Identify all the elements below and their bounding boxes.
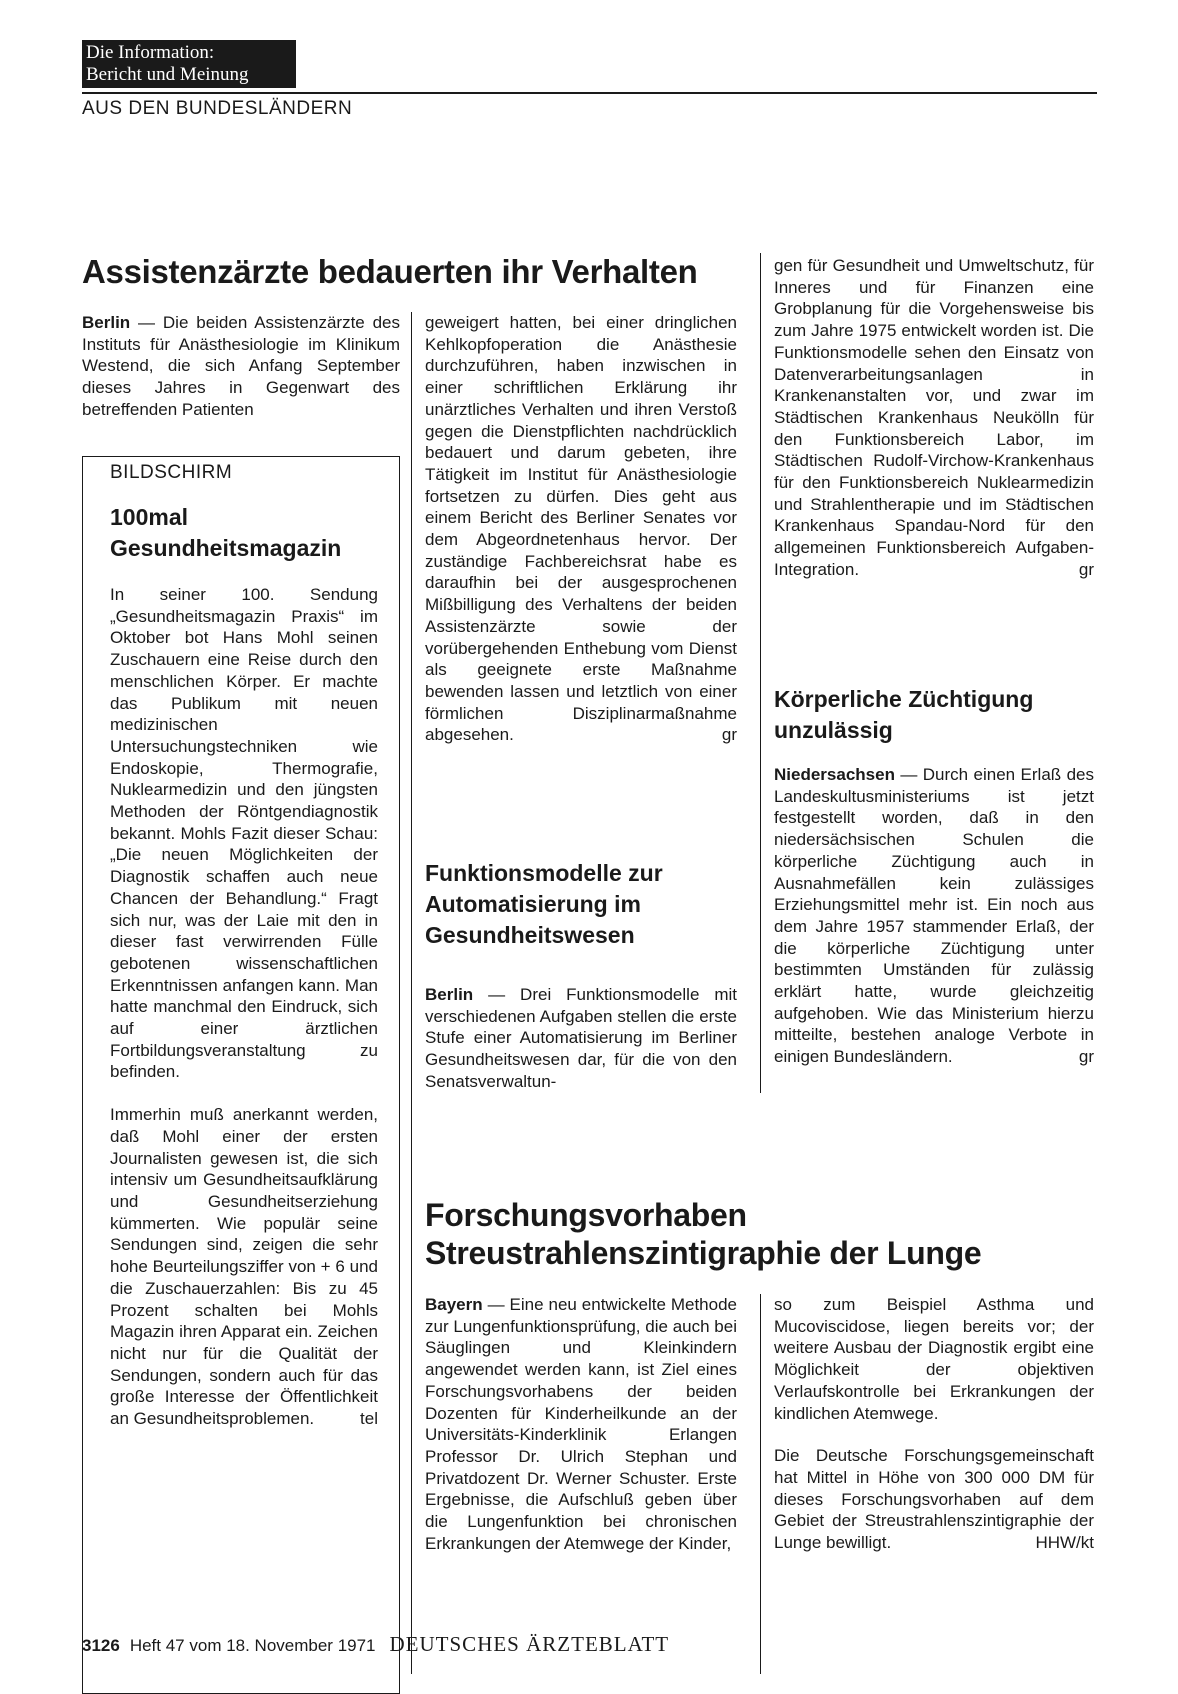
rubric-line-2: Bericht und Meinung [86,64,249,85]
article-2-title: Funktionsmodelle zur Automatisierung im Gesundheitswesen [425,860,663,948]
article-1-col-1-text: — Die beiden Assistenzärzte des Instituts für Anästhesiologie im Klinikum Westend, die sich Anfang September dieses Jahres in Gegenwart des betreffenden Patienten [82,313,400,419]
column-rule-1 [411,312,412,1674]
article-2-col-3-text: gen für Gesundheit und Umweltschutz, für Inneres und für Finanzen eine Grobplanung für die Vorgehensweise bis zum Jahre 1975 entwickelt worden ist. Die Funktionsmodelle sehen den Einsatz von Datenverarbeitungsanlagen in Krankenanstalten vor, und zwar im Städtischen Krankenhaus Neukölln für den Funktionsbereich Labor, im Städtischen Rudolf-Virchow-Krankenhaus für den Funktionsbereich Nuklearmedizin und Strahlentherapie und im Städtischen Krankenhaus Spandau-Nord für den allgemeinen Funktionsbereich Aufgaben-Integration. [774,256,1094,579]
box-label: BILDSCHIRM [110,462,233,483]
article-4-signature: HHW/kt [1035,1533,1094,1553]
rubric-box [82,40,296,88]
article-1-col-2-text: geweigert hatten, bei einer dringlichen Kehlkopfoperation die Anästhesie durchzuführen, haben inzwischen in einer schriftlichen Erklärung ihr unärztliches Verhalten und ihren Verstoß gegen die Dienstpflichten nachdrücklich bedauert und darum gebeten, ihre Tätigkeit im Institut für Anästhesiologie fortsetzen zu dürfen. Dies geht aus einem Bericht des Berliner Senates vor dem Abgeordnetenhaus hervor. Der zuständige Fachbereichsrat habe es daraufhin bei der ausgesprochenen Mißbilligung des Verhaltens der beiden Assistenzärzte sowie der vorübergehenden Enthebung vom Dienst als geeignete erste Maßnahme bewenden lassen und letztlich von einer förmlichen Disziplinarmaßnahme abgesehen. [425,313,737,745]
article-1-signature: gr [721,725,737,745]
article-4-col-2-text: — Eine neu entwickelte Methode zur Lungenfunktionsprüfung, die auch bei Säuglingen und Kleinkindern angewendet werden kann, ist Ziel eines Forschungsvorhabens der beiden Dozenten für Kinderheilkunde an der Universitäts-Kinderklinik Erlangen Professor Dr. Ulrich Stephan und Privatdozent Dr. Werner Schuster. Erste Ergebnisse, die Aufschluß geben über die Lungenfunktion bei chronischen Erkrankungen der Atemwege der Kinder, [425,1295,737,1553]
column-rule-3 [760,1294,761,1674]
header-rule [82,92,1097,94]
box-title: 100mal Gesundheitsmagazin [110,504,342,561]
article-4-title: Forschungsvorhaben Streustrahlenszintigraphie der Lunge [425,1197,982,1271]
box-signature: tel [360,1409,378,1429]
article-3-title: Körperliche Züchtigung unzulässig [774,686,1034,743]
article-4-col-3-paragraph-1: so zum Beispiel Asthma und Mucoviscidose, liegen bereits vor; der weitere Ausbau der Diagnostik ergibt eine Möglichkeit der objektiven Verlaufskontrolle bei Erkrankungen der kindlichen Atemwege. [774,1295,1094,1423]
page-number: 3126 [82,1636,120,1655]
article-1-col-2 [425,312,737,746]
issue-line: Heft 47 vom 18. November 1971 [129,1636,376,1655]
article-1-lead: Berlin [82,313,131,332]
journal-name: DEUTSCHES ÄRZTEBLATT [389,1632,670,1656]
page-footer [82,1632,669,1657]
article-2-col-2-text: — Drei Funktionsmodelle mit verschiedenen Aufgaben stellen die erste Stufe einer Automatisierung im Berliner Gesundheitswesen dar, für die von den Senatsverwaltun- [425,985,737,1091]
article-3-body-text: — Durch einen Erlaß des Landeskultusministeriums ist jetzt festgestellt worden, daß in den niedersächsischen Schulen die körperliche Züchtigung auch in Ausnahmefällen kein zulässiges Erziehungsmittel mehr ist. Ein noch aus dem Jahre 1957 stammender Erlaß, der die körperliche Züchtigung unter bestimmten Umständen für zulässig erklärt hatte, wurde gleichzeitig aufgehoben. Wie das Ministerium hierzu mitteilte, bestehen analoge Verbote in einigen Bundesländern. [774,765,1094,1067]
article-2-lead: Berlin [425,985,474,1004]
box-paragraph-1: In seiner 100. Sendung „Gesundheitsmagazin Praxis“ im Oktober bot Hans Mohl seinen Zuschauern eine Reise durch den menschlichen Körper. Er machte das Publikum mit neuen medizinischen Untersuchungstechniken wie Endoskopie, Thermografie, Nuklearmedizin und den jüngsten Methoden der Röntgendiagnostik bekannt. Mohls Fazit dieser Schau: „Die neuen Möglichkeiten der Diagnostik schaffen auch neue Chancen der Behandlung.“ Fragt sich nur, was der Laie mit den in dieser fast verwirrenden Fülle gebotenen wissenschaftlichen Erkenntnissen anfangen kann. Man hatte manchmal den Eindruck, sich auf einer ärztlichen Fortbildungsveranstaltung zu befinden. [110,585,378,1082]
article-4-col-2 [425,1294,737,1554]
article-3-body [774,764,1094,1068]
article-3-signature: gr [1078,1047,1094,1067]
article-4-lead: Bayern [425,1295,483,1314]
article-1-col-1 [82,312,400,421]
box-paragraph-2: Immerhin muß anerkannt werden, daß Mohl einer der ersten Journalisten gewesen ist, die sich intensiv um Gesundheitsaufklärung und Gesundheitserziehung kümmerten. Wie populär seine Sendungen sind, zeigen die sehr hohe Beurteilungsziffer von + 6 und die Zuschauerzahlen: Bis zu 45 Prozent schalten bei Mohls Magazin ihren Apparat ein. Zeichen nicht nur für die Qualität der Sendungen, sondern auch für das große Interesse der Öffentlichkeit an Gesundheitsproblemen. [110,1105,378,1429]
rubric-line-1: Die Information: [86,42,215,63]
article-4-col-3 [774,1294,1094,1554]
column-rule-2 [760,253,761,1093]
section-label: AUS DEN BUNDESLÄNDERN [82,98,353,119]
article-2-col-3 [774,255,1094,581]
article-4-col-3-paragraph-2: Die Deutsche Forschungsgemeinschaft hat Mittel in Höhe von 300 000 DM für dieses Forschungsvorhaben auf dem Gebiet der Streustrahlenszintigraphie der Lunge bewilligt. [774,1446,1094,1553]
article-1-title: Assistenzärzte bedauerten ihr Verhalten [82,253,698,290]
article-2-col-2 [425,984,737,1093]
box-body [110,584,378,1430]
article-2-signature: gr [1078,559,1094,579]
article-3-lead: Niedersachsen [774,765,895,784]
